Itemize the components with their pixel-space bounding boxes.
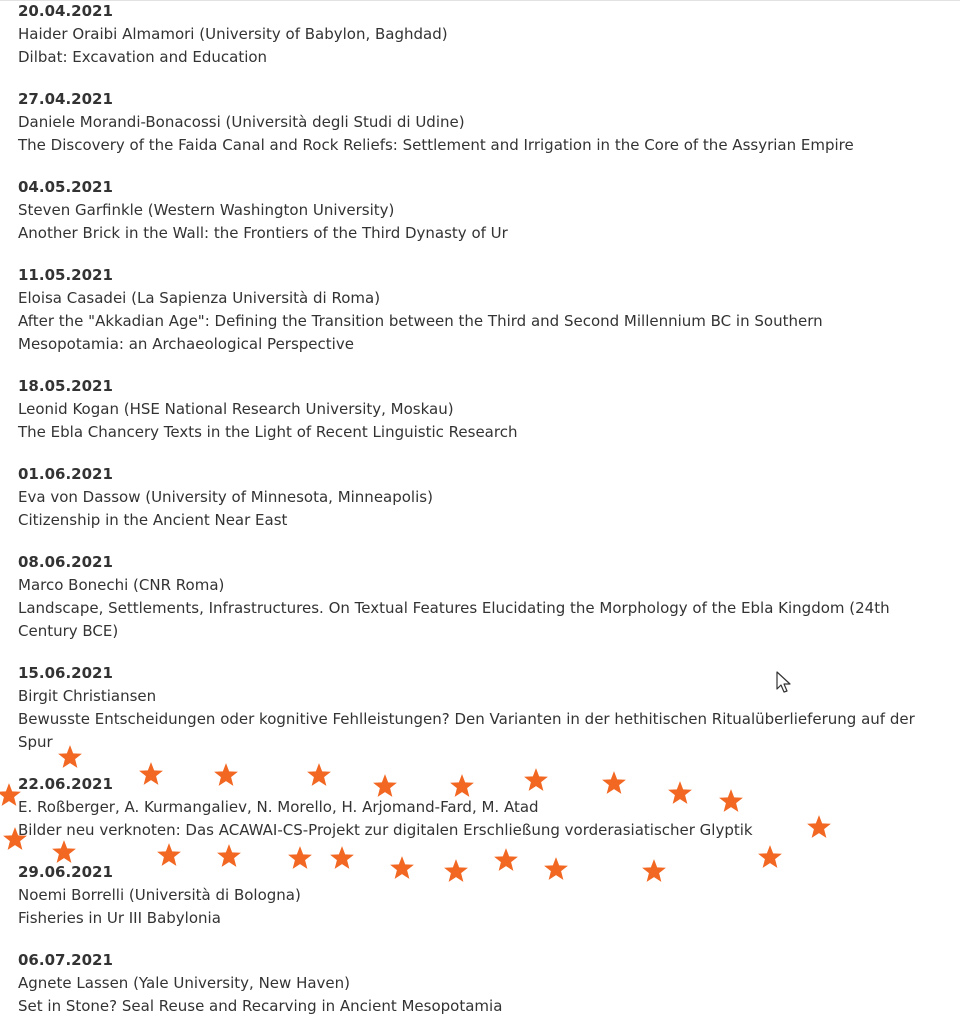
star-icon <box>757 844 783 870</box>
event-title: Set in Stone? Seal Reuse and Recarving in Ancient Mesopotamia <box>18 997 503 1015</box>
event-date: 18.05.2021 <box>18 377 113 395</box>
event-title: Bilder neu verknoten: Das ACAWAI-CS-Projekt zur digitalen Erschließung vorderasiatischer Glyptik <box>18 821 753 839</box>
star-icon <box>806 814 832 840</box>
star-icon <box>216 843 242 869</box>
event-speaker: Leonid Kogan (HSE National Research University, Moskau) <box>18 400 454 418</box>
event-title: Bewusste Entscheidungen oder kognitive Fehlleistungen? Den Varianten in der hethitischen Ritualüberlieferung auf der Spur <box>18 710 915 751</box>
event-title: After the "Akkadian Age": Defining the Transition between the Third and Second Millennium BC in Southern Mesopotamia: an Archaeological Perspective <box>18 312 823 353</box>
star-icon <box>2 826 28 852</box>
list-item <box>18 662 948 754</box>
event-speaker: Birgit Christiansen <box>18 687 157 705</box>
star-icon <box>601 770 627 796</box>
list-item <box>18 551 948 643</box>
star-icon <box>543 856 569 882</box>
star-icon <box>287 845 313 871</box>
star-icon <box>57 744 83 770</box>
event-speaker: Daniele Morandi-Bonacossi (Università degli Studi di Udine) <box>18 113 465 131</box>
event-date: 22.06.2021 <box>18 775 113 793</box>
event-title: Citizenship in the Ancient Near East <box>18 511 288 529</box>
event-date: 11.05.2021 <box>18 266 113 284</box>
event-date: 04.05.2021 <box>18 178 113 196</box>
list-item <box>18 861 948 930</box>
star-icon <box>156 842 182 868</box>
star-icon <box>372 773 398 799</box>
event-title: Dilbat: Excavation and Education <box>18 48 268 66</box>
event-date: 27.04.2021 <box>18 90 113 108</box>
star-icon <box>449 773 475 799</box>
star-icon <box>641 858 667 884</box>
event-title: Fisheries in Ur III Babylonia <box>18 909 221 927</box>
event-title: Landscape, Settlements, Infrastructures. On Textual Features Elucidating the Morphology of the Ebla Kingdom (24th Century BCE) <box>18 599 890 640</box>
star-icon <box>667 780 693 806</box>
event-date: 01.06.2021 <box>18 465 113 483</box>
event-speaker: Steven Garfinkle (Western Washington University) <box>18 201 395 219</box>
event-date: 29.06.2021 <box>18 863 113 881</box>
event-speaker: Agnete Lassen (Yale University, New Haven) <box>18 974 351 992</box>
star-icon <box>329 845 355 871</box>
event-speaker: E. Roßberger, A. Kurmangaliev, N. Morello, H. Arjomand-Fard, M. Atad <box>18 798 539 816</box>
star-icon <box>389 855 415 881</box>
event-title: Another Brick in the Wall: the Frontiers of the Third Dynasty of Ur <box>18 224 508 242</box>
event-speaker: Noemi Borrelli (Università di Bologna) <box>18 886 301 904</box>
event-title: The Discovery of the Faida Canal and Rock Reliefs: Settlement and Irrigation in the Core of the Assyrian Empire <box>18 136 854 154</box>
star-icon <box>493 847 519 873</box>
mouse-pointer-icon <box>776 671 792 695</box>
list-item <box>18 176 948 245</box>
list-item <box>18 88 948 157</box>
event-date: 08.06.2021 <box>18 553 113 571</box>
event-date: 20.04.2021 <box>18 2 113 20</box>
event-title: The Ebla Chancery Texts in the Light of Recent Linguistic Research <box>18 423 518 441</box>
event-speaker: Marco Bonechi (CNR Roma) <box>18 576 225 594</box>
event-speaker: Eloisa Casadei (La Sapienza Università di Roma) <box>18 289 381 307</box>
list-item <box>18 375 948 444</box>
event-date: 06.07.2021 <box>18 951 113 969</box>
star-icon <box>51 839 77 865</box>
star-icon <box>523 767 549 793</box>
star-icon <box>306 762 332 788</box>
star-icon <box>0 782 22 808</box>
list-item <box>18 264 948 356</box>
event-speaker: Eva von Dassow (University of Minnesota, Minneapolis) <box>18 488 433 506</box>
star-icon <box>443 858 469 884</box>
event-date: 15.06.2021 <box>18 664 113 682</box>
star-icon <box>213 762 239 788</box>
star-icon <box>718 788 744 814</box>
list-item <box>18 0 948 69</box>
event-speaker: Haider Oraibi Almamori (University of Babylon, Baghdad) <box>18 25 448 43</box>
star-icon <box>138 761 164 787</box>
list-item <box>18 949 948 1018</box>
list-item <box>18 463 948 532</box>
